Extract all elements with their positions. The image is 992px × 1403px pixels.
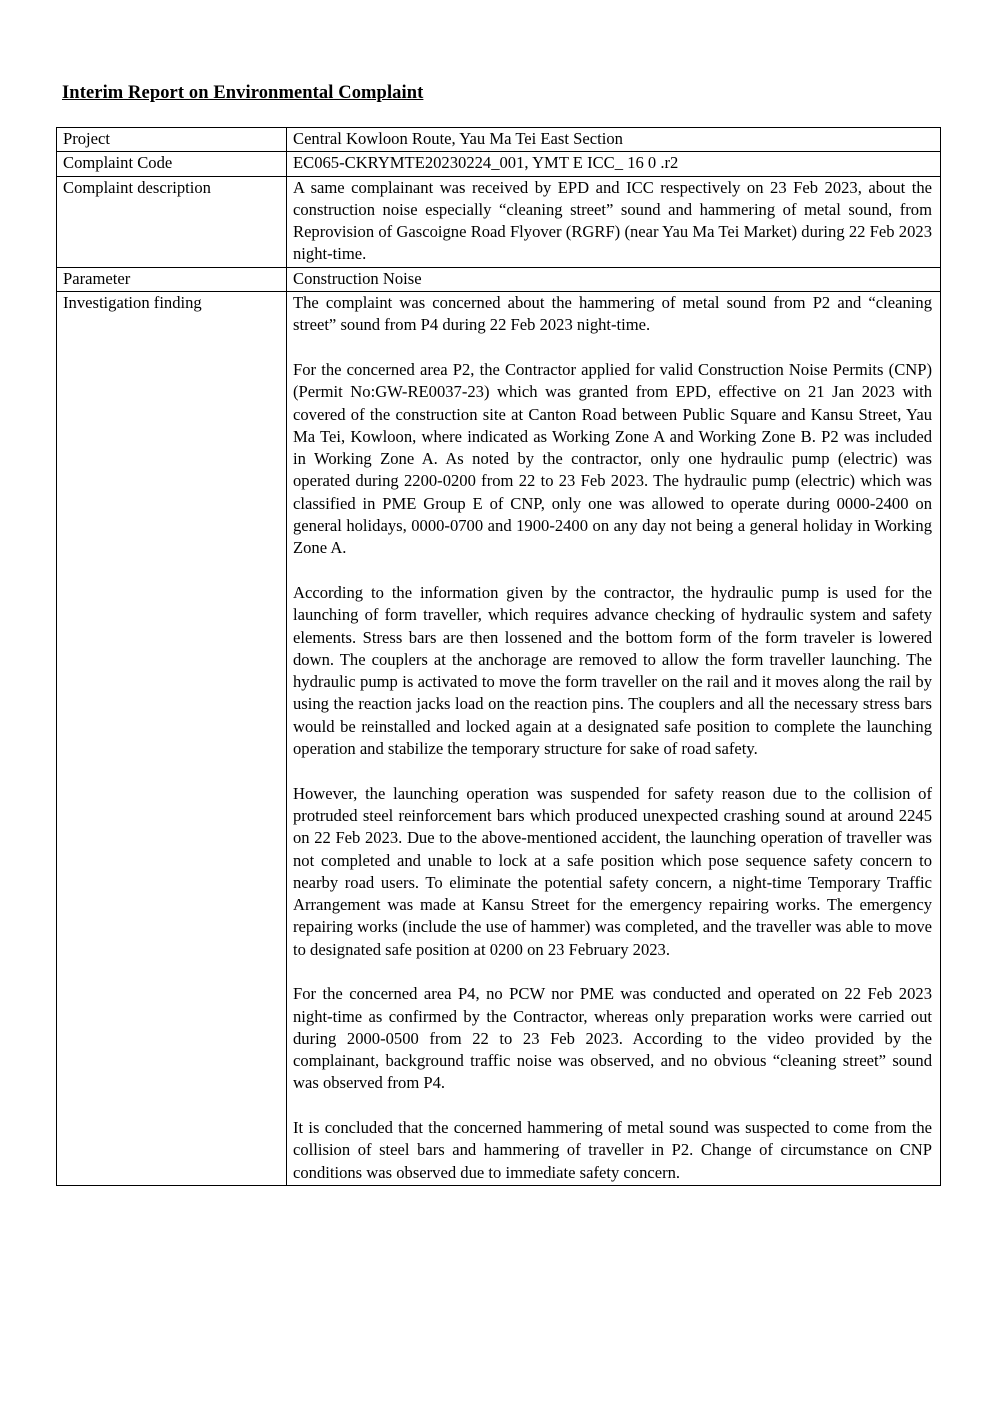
investigation-paragraph-2: For the concerned area P2, the Contractor applied for valid Construction Noise Permits (CNP) (Permit No:GW-RE0037-23) which was granted from EPD, effective on 21 Jan 2023 with covered of the construction site at Canton Road between Public Square and Kansu Street, Yau Ma Tei, Kowloon, where indicated as Working Zone A and Working Zone B. P2 was included in Working Zone A. As noted by the contractor, only one hydraulic pump (electric) was operated during 2200-0200 from 22 to 23 Feb 2023. The hydraulic pump (electric) which was classified in PME Group E of CNP, only one was allowed to operate during 0000-2400 on general holidays, 0000-0700 and 1900-2400 on any day not being a general holiday in Working Zone A. [293, 359, 932, 558]
row-label-parameter: Parameter [57, 267, 287, 291]
row-value-complaint-description [287, 176, 941, 267]
investigation-paragraph-6: It is concluded that the concerned hammering of metal sound was suspected to come from the collision of steel bars and hammering of traveller in P2. Change of circumstance on CNP conditions was observed due to immediate safety concern. [293, 1118, 932, 1182]
table-row-investigation-finding [57, 292, 941, 1186]
complaint-report-table [56, 127, 941, 1186]
table-row-project [57, 128, 941, 152]
investigation-paragraph-3: According to the information given by the contractor, the hydraulic pump is used for the launching of form traveller, which requires advance checking of hydraulic system and safety elements. Stress bars are then lossened and the bottom form of the form traveler is lowered down. The couplers at the anchorage are removed to allow the form traveller launching. The hydraulic pump is activated to move the form traveller on the rail and it moves along the rail by using the reaction jacks load on the reaction pins. The couplers and all the necessary stress bars would be reinstalled and locked again at a designated safe position to complete the launching operation and stabilize the temporary structure for sake of road safety. [293, 582, 932, 759]
complaint-code-value-text: EC065-CKRYMTE20230224_001, YMT E ICC_ 16 0 .r2 [293, 153, 679, 173]
complaint-description-text: A same complainant was received by EPD and ICC respectively on 23 Feb 2023, about the construction noise especially “cleaning street” sound and hammering of metal sound, from Reprovision of Gascoigne Road Flyover (RGRF) (near Yau Ma Tei Market) during 22 Feb 2023 night-time. [293, 177, 932, 264]
page-title: Interim Report on Environmental Complaint [62, 83, 424, 103]
table-row-complaint-code [57, 152, 941, 176]
row-label-complaint-code: Complaint Code [57, 152, 287, 176]
project-value-text: Central Kowloon Route, Yau Ma Tei East Section [293, 129, 623, 148]
row-label-complaint-description: Complaint description [57, 176, 287, 267]
row-value-complaint-code [287, 152, 941, 176]
row-value-parameter [287, 267, 941, 291]
row-label-investigation-finding: Investigation finding [57, 292, 287, 1186]
investigation-paragraph-5: For the concerned area P4, no PCW nor PME was conducted and operated on 22 Feb 2023 night-time as confirmed by the Contractor, whereas only preparation works were carried out during 2000-0500 from 22 to 23 Feb 2023. According to the video provided by the complainant, background traffic noise was observed, and no obvious “cleaning street” sound was observed from P4. [293, 984, 932, 1093]
table-row-parameter [57, 267, 941, 291]
parameter-value-text: Construction Noise [293, 268, 422, 288]
row-value-investigation-finding [287, 292, 941, 1186]
investigation-paragraph-1: The complaint was concerned about the hammering of metal sound from P2 and “cleaning street” sound from P4 during 22 Feb 2023 night-time. [293, 293, 932, 335]
table-row-complaint-description [57, 176, 941, 267]
row-value-project [287, 128, 941, 152]
investigation-paragraph-4: However, the launching operation was suspended for safety reason due to the collision of protruded steel reinforcement bars which produced unexpected crashing sound at around 2245 on 22 Feb 2023. Due to the above-mentioned accident, the launching operation of traveller was not completed and unable to lock at a safe position which pose sequence safety concern to nearby road users. To eliminate the potential safety concern, a night-time Temporary Traffic Arrangement was made at Kansu Street for the emergency repairing works. The emergency repairing works (include the use of hammer) was completed, and the traveller was able to move to designated safe position at 0200 on 23 February 2023. [293, 783, 932, 959]
row-label-project: Project [57, 128, 287, 152]
